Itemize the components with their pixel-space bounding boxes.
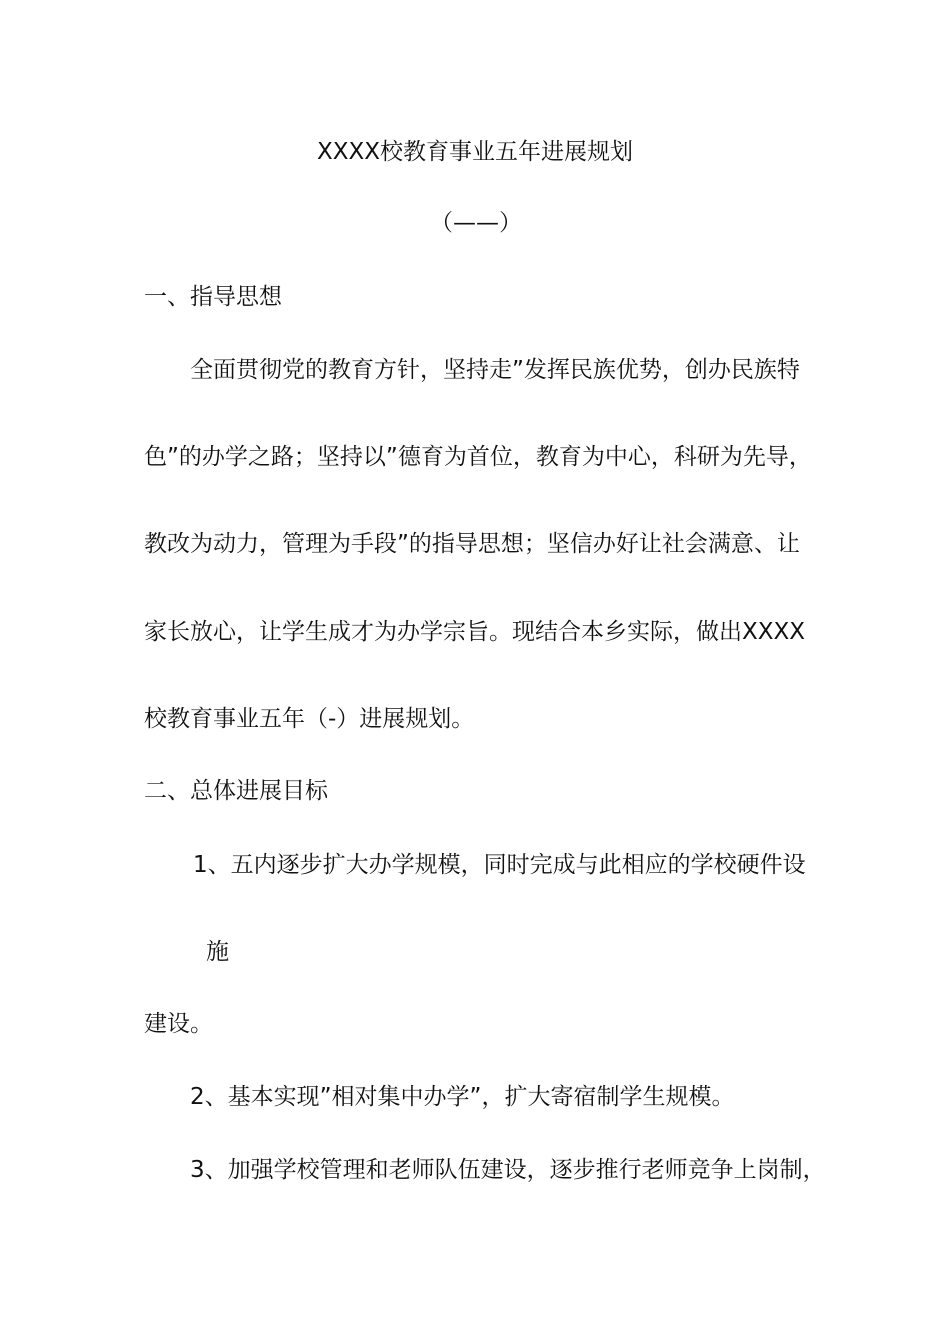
paragraph-line: 全面贯彻党的教育方针，坚持走”发挥民族优势，创办民族特	[190, 357, 800, 383]
paragraph-line: 色”的办学之路；坚持以”德育为首位，教育为中心，科研为先导，	[144, 444, 812, 470]
goal-item-1-end: 建设。	[144, 1011, 213, 1037]
paragraph-line: 校教育事业五年（-）进展规划。	[144, 706, 475, 732]
section-heading-overall-goals: 二、总体进展目标	[144, 778, 328, 804]
goal-item-2: 2、基本实现”相对集中办学”，扩大寄宿制学生规模。	[190, 1084, 735, 1110]
document-subtitle: （——）	[430, 210, 522, 236]
document-title: XXXX校教育事业五年进展规划	[317, 139, 634, 165]
goal-item-1-continuation: 施	[206, 939, 229, 965]
section-heading-guiding-ideology: 一、指导思想	[144, 284, 282, 310]
goal-item-1-line: 1、五内逐步扩大办学规模，同时完成与此相应的学校硬件设	[193, 852, 806, 878]
paragraph-line: 教改为动力，管理为手段”的指导思想；坚信办好让社会满意、让	[144, 531, 800, 557]
paragraph-line: 家长放心，让学生成才为办学宗旨。现结合本乡实际，做出XXXX	[144, 619, 806, 645]
goal-item-3: 3、加强学校管理和老师队伍建设，逐步推行老师竞争上岗制，	[190, 1157, 826, 1183]
